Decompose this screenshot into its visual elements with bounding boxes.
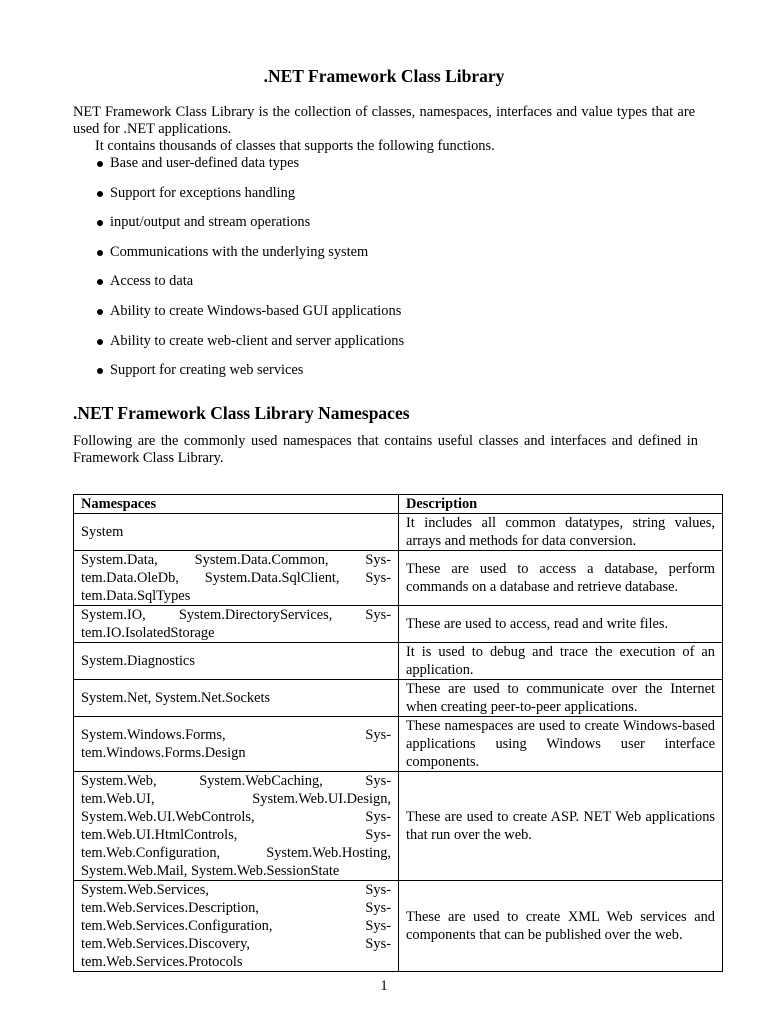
namespace-line: System [81, 524, 124, 540]
namespace-line: tem.Web.UI, System.Web.UI.Design, [81, 791, 391, 807]
bullet-icon [97, 339, 103, 345]
namespace-line: System.Web.Mail, System.Web.SessionState [81, 863, 340, 879]
functions-list [73, 155, 695, 392]
intro-text [73, 104, 695, 155]
table-row [74, 643, 723, 680]
table-row [74, 514, 723, 551]
list-item: Access to data [73, 273, 695, 290]
namespaces-cell [74, 643, 399, 680]
description-cell: These are used to communicate over the Internet when creating peer-to-peer applications. [399, 680, 723, 717]
namespaces-table [73, 494, 723, 972]
namespace-line: System.Web, System.WebCaching, Sys- [81, 773, 391, 789]
bullet-icon [97, 279, 103, 285]
table-row [74, 606, 723, 643]
list-item: Ability to create Windows-based GUI applications [73, 303, 695, 320]
namespace-line: tem.Windows.Forms.Design [81, 745, 246, 761]
namespace-line: System.IO, System.DirectoryServices, Sys- [81, 607, 391, 623]
list-item: input/output and stream operations [73, 214, 695, 231]
bullet-icon [97, 250, 103, 256]
namespace-line: tem.IO.IsolatedStorage [81, 625, 215, 641]
list-item: Base and user-defined data types [73, 155, 695, 172]
intro-paragraph: NET Framework Class Library is the collection of classes, namespaces, interfaces and value types that are used for .NET applications. [73, 104, 695, 137]
page-title: .NET Framework Class Library [263, 66, 505, 86]
list-item: Support for creating web services [73, 362, 695, 379]
namespace-line: tem.Data.SqlTypes [81, 588, 191, 604]
namespaces-cell [74, 606, 399, 643]
namespaces-cell [74, 772, 399, 881]
table-row [74, 717, 723, 772]
bullet-icon [97, 161, 103, 167]
column-header: Namespaces [74, 495, 399, 514]
table-row [74, 680, 723, 717]
table-header-row [74, 495, 723, 514]
namespace-line: tem.Web.UI.HtmlControls, Sys- [81, 827, 391, 843]
namespaces-cell [74, 881, 399, 972]
namespaces-cell [74, 717, 399, 772]
page-number: 1 [380, 978, 388, 994]
namespaces-cell [74, 514, 399, 551]
namespaces-cell [74, 680, 399, 717]
description-cell: These are used to access a database, perform commands on a database and retrieve database. [399, 551, 723, 606]
table-row [74, 772, 723, 881]
namespace-line: System.Windows.Forms, Sys- [81, 727, 391, 743]
list-item: Support for exceptions handling [73, 185, 695, 202]
section-heading: .NET Framework Class Library Namespaces [73, 403, 410, 423]
description-cell: These are used to create ASP. NET Web applications that run over the web. [399, 772, 723, 881]
bullet-icon [97, 191, 103, 197]
intro-paragraph: It contains thousands of classes that supports the following functions. [95, 138, 495, 154]
namespace-line: tem.Web.Configuration, System.Web.Hosting, [81, 845, 391, 861]
namespace-line: tem.Web.Services.Discovery, Sys- [81, 936, 391, 952]
description-cell: These are used to access, read and write files. [399, 606, 723, 643]
namespace-line: System.Web.UI.WebControls, Sys- [81, 809, 391, 825]
namespace-line: System.Diagnostics [81, 653, 195, 669]
section-paragraph: Following are the commonly used namespaces that contains useful classes and interfaces and defined in Framework Class Library. [73, 433, 698, 466]
description-cell: It is used to debug and trace the execution of an application. [399, 643, 723, 680]
table-row [74, 551, 723, 606]
list-item: Communications with the underlying system [73, 244, 695, 261]
namespace-line: tem.Data.OleDb, System.Data.SqlClient, Sys- [81, 570, 391, 586]
namespace-line: System.Web.Services, Sys- [81, 882, 391, 898]
description-cell: These are used to create XML Web services and components that can be published over the web. [399, 881, 723, 972]
list-item: Ability to create web-client and server applications [73, 333, 695, 350]
namespace-line: System.Data, System.Data.Common, Sys- [81, 552, 391, 568]
bullet-icon [97, 220, 103, 226]
bullet-icon [97, 368, 103, 374]
namespace-line: tem.Web.Services.Description, Sys- [81, 900, 391, 916]
namespace-line: System.Net, System.Net.Sockets [81, 690, 271, 706]
table-row [74, 881, 723, 972]
namespace-line: tem.Web.Services.Protocols [81, 954, 243, 970]
description-cell: These namespaces are used to create Windows-based applications using Windows user interface components. [399, 717, 723, 772]
table-body [74, 514, 723, 972]
bullet-icon [97, 309, 103, 315]
description-cell: It includes all common datatypes, string values, arrays and methods for data conversion. [399, 514, 723, 551]
namespace-line: tem.Web.Services.Configuration, Sys- [81, 918, 391, 934]
column-header: Description [399, 495, 723, 514]
namespaces-cell [74, 551, 399, 606]
